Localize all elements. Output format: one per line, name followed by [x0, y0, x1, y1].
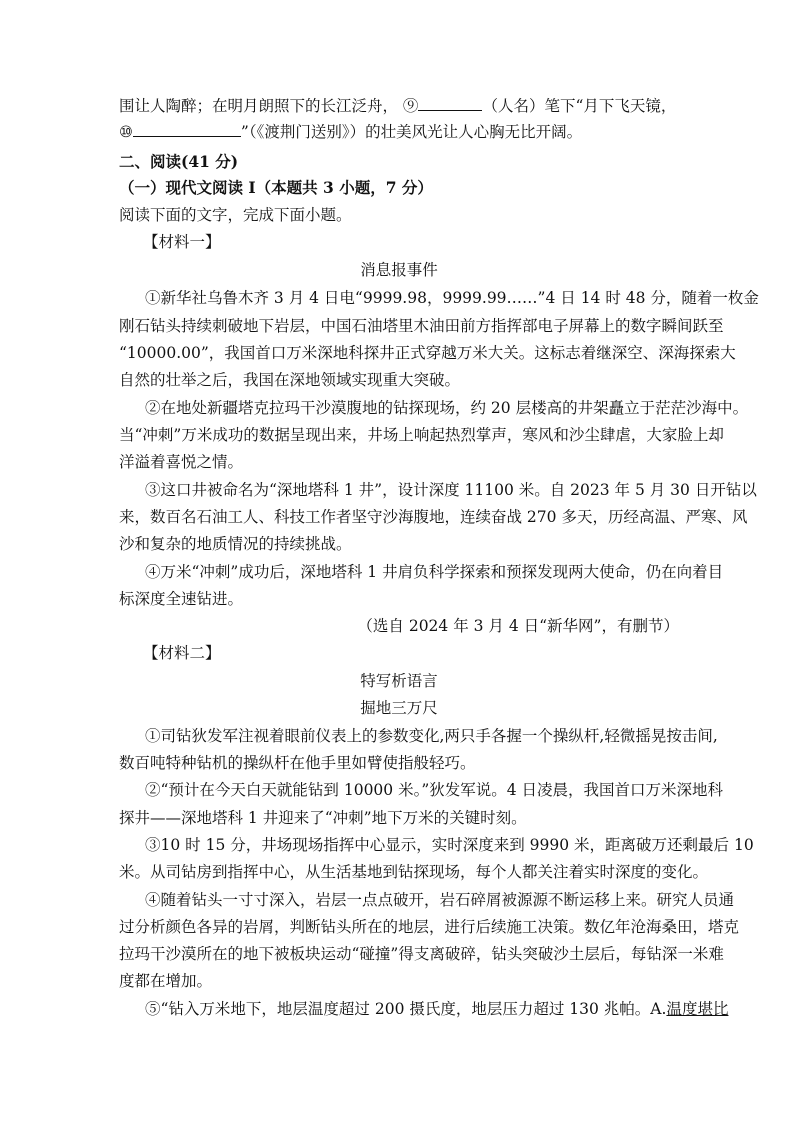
m1-line-12: 标深度全速钻进。	[119, 590, 244, 608]
section-sub-heading: （一）现代文阅读 I（本题共 3 小题，7 分）	[119, 178, 433, 197]
m1-line-8: ③这口井被命名为“深地塔科 1 井”，设计深度 11100 米。自 2023 年 5 月 30 日开钻以	[145, 481, 757, 499]
m2-line-8: 过分析颜色各异的岩屑，判断钻头所在的地层，进行后续施工决策。数亿年沧海桑田，塔克	[119, 918, 740, 936]
m2-line-7: ④随着钻头一寸寸深入，岩层一点点破开，岩石碎屑被源源不断运移上来。研究人员通	[145, 891, 735, 909]
material2-title: 特写析语言	[360, 672, 438, 690]
m1-line-2: 刚石钻头持续刺破地下岩层，中国石油塔里木油田前方指挥部电子屏幕上的数字瞬间跃至	[119, 317, 724, 335]
m2-line-11-text: ⑤“钻入万米地下，地层温度超过 200 摄氏度，地层压力超过 130 兆帕。A.	[145, 1000, 667, 1018]
fill-in-text-9b: （人名）笔下“月下飞天镜，	[482, 97, 677, 115]
underlined-phrase-a: 温度堪比	[666, 1000, 729, 1018]
section-heading: 二、阅读(41 分)	[119, 152, 239, 171]
m1-line-11: ④万米“冲刺”成功后，深地塔科 1 井肩负科学探索和预探发现两大使命，仍在向着目	[145, 563, 724, 581]
m1-line-3: “10000.00”，我国首口万米深地科探井正式穿越万米大关。这标志着继深空、深海探索大	[119, 344, 736, 362]
m1-line-7: 洋溢着喜悦之情。	[119, 453, 244, 471]
fill-in-text-10a: ⑩	[119, 123, 133, 141]
material1-title: 消息报事件	[360, 261, 438, 279]
m2-line-2: 数百吨特种钻机的操纵杆在他手里如臂使指般轻巧。	[119, 754, 476, 772]
m2-line-3: ②“预计在今天白天就能钻到 10000 米。”狄发军说。4 日凌晨，我国首口万米深地科	[145, 781, 724, 799]
section-instruction: 阅读下面的文字，完成下面小题。	[119, 206, 352, 224]
m2-line-10: 度都在增加。	[119, 972, 213, 990]
m1-line-4: 自然的壮举之后，我国在深地领域实现重大突破。	[119, 371, 461, 389]
m1-line-10: 沙和复杂的地质情况的持续挑战。	[119, 535, 352, 553]
answer-blank-10[interactable]	[133, 122, 241, 137]
m2-line-9: 拉玛干沙漠所在的地下被板块运动“碰撞”得支离破碎，钻头突破沙土层后，每钻深一米难	[119, 945, 724, 963]
answer-blank-9[interactable]	[418, 96, 482, 111]
fill-in-text-9a: 围让人陶醉；在明月朗照下的长江泛舟， ⑨	[119, 97, 419, 115]
fill-in-line-10	[119, 122, 679, 142]
fill-in-text-10b: ”（《渡荆门送别》）的壮美风光让人心胸无比开阔。	[240, 123, 583, 141]
material1-source: （选自 2024 年 3 月 4 日“新华网”，有删节）	[357, 617, 679, 635]
m1-line-9: 来，数百名石油工人、科技工作者坚守沙海腹地，连续奋战 270 多天，历经高温、严寒、风	[119, 508, 748, 526]
m2-line-11	[145, 999, 729, 1019]
m2-line-4: 探井——深地塔科 1 井迎来了“冲刺”地下万米的关键时刻。	[119, 809, 527, 827]
m1-line-1: ①新华社乌鲁木齐 3 月 4 日电“9999.98，9999.99……”4 日 14 时 48 分，随着一枚金	[145, 289, 759, 307]
material2-label: 【材料二】	[143, 644, 221, 662]
m1-line-6: 当“冲刺”万米成功的数据呈现出来，井场上响起热烈掌声，寒风和沙尘肆虐，大家脸上却	[119, 426, 724, 444]
material2-subtitle: 掘地三万尺	[360, 699, 438, 717]
m2-line-5: ③10 时 15 分，井场现场指挥中心显示，实时深度来到 9990 米，距离破万还剩最后 10	[145, 836, 754, 854]
m1-line-5: ②在地处新疆塔克拉玛干沙漠腹地的钻探现场，约 20 层楼高的井架矗立于茫茫沙海中。	[145, 399, 749, 417]
material1-label: 【材料一】	[143, 233, 221, 251]
m2-line-6: 米。从司钻房到指挥中心，从生活基地到钻探现场，每个人都关注着实时深度的变化。	[119, 863, 709, 881]
fill-in-line-9	[119, 96, 679, 116]
m2-line-1: ①司钻狄发军注视着眼前仪表上的参数变化,两只手各握一个操纵杆,轻微摇晃按击间,	[145, 727, 718, 745]
